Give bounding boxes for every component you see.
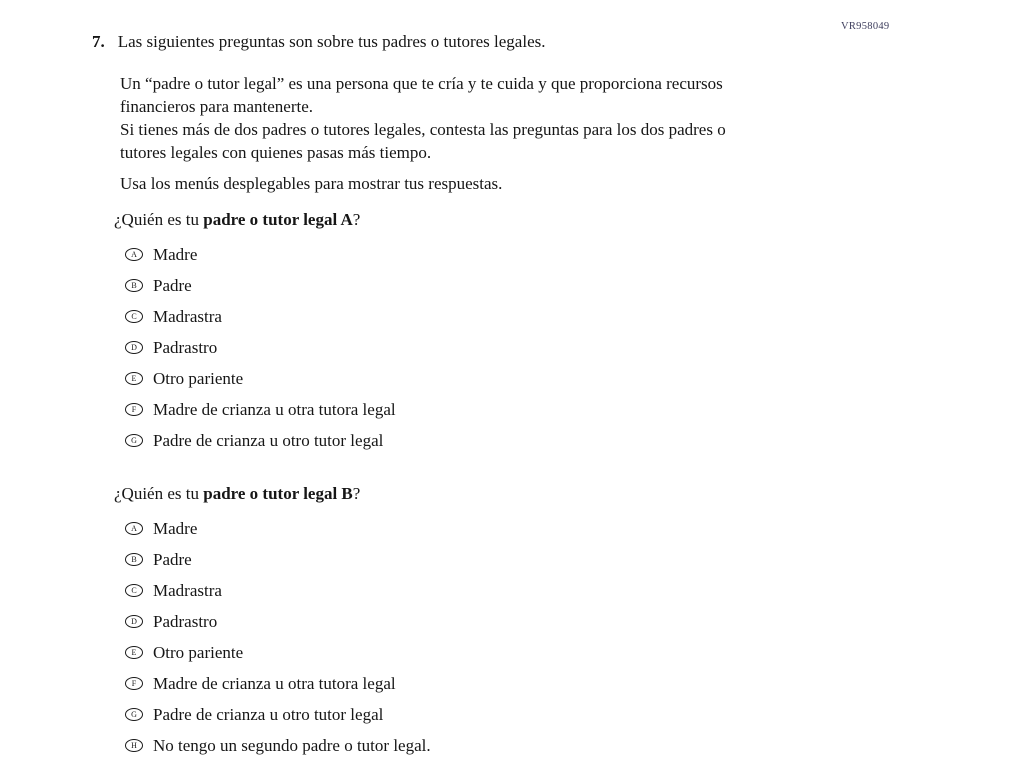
- option-otro-pariente[interactable]: [125, 641, 1032, 664]
- option-label: Madrastra: [153, 581, 222, 600]
- option-madrastra[interactable]: [125, 579, 1032, 602]
- form-code: VR958049: [841, 21, 890, 32]
- answer-bubble-icon: C: [125, 310, 143, 323]
- option-padre[interactable]: [125, 274, 1032, 297]
- answer-bubble-icon: D: [125, 341, 143, 354]
- answer-bubble-icon: G: [125, 708, 143, 721]
- option-otro-pariente[interactable]: [125, 367, 1032, 390]
- body-line: Si tienes más de dos padres o tutores legales, contesta las preguntas para los dos padres o: [120, 120, 726, 139]
- option-label: Madre: [153, 519, 198, 538]
- option-label: Otro pariente: [153, 643, 244, 662]
- prompt-bold: padre o tutor legal B: [203, 484, 353, 503]
- body-line: Un “padre o tutor legal” es una persona que te cría y te cuida y que proporciona recursos: [120, 74, 723, 93]
- question-intro-text: Las siguientes preguntas son sobre tus padres o tutores legales.: [117, 32, 546, 51]
- option-madre[interactable]: [125, 243, 1032, 266]
- options-list-b: [120, 517, 1032, 757]
- answer-bubble-icon: F: [125, 677, 143, 690]
- option-label: Madrastra: [153, 307, 222, 326]
- option-label: Padre: [153, 276, 192, 295]
- option-label: No tengo un segundo padre o tutor legal.: [153, 736, 431, 755]
- prompt-bold: padre o tutor legal A: [203, 210, 353, 229]
- option-padrastro[interactable]: [125, 610, 1032, 633]
- option-no-segundo-padre[interactable]: [125, 734, 1032, 757]
- prompt-suffix: ?: [352, 484, 361, 503]
- answer-bubble-icon: A: [125, 522, 143, 535]
- option-madre[interactable]: [125, 517, 1032, 540]
- body-line: financieros para mantenerte.: [120, 97, 314, 116]
- options-list-a: [120, 243, 1032, 452]
- option-label: Madre de crianza u otra tutora legal: [153, 400, 396, 419]
- option-label: Otro pariente: [153, 369, 244, 388]
- answer-bubble-icon: C: [125, 584, 143, 597]
- option-padrastro[interactable]: [125, 336, 1032, 359]
- option-madre-de-crianza[interactable]: [125, 398, 1032, 421]
- answer-bubble-icon: F: [125, 403, 143, 416]
- option-label: Padrastro: [153, 612, 218, 631]
- definition-paragraph: [120, 72, 820, 164]
- option-label: Madre: [153, 245, 198, 264]
- answer-bubble-icon: G: [125, 434, 143, 447]
- option-label: Padre: [153, 550, 192, 569]
- dropdown-instruction: Usa los menús desplegables para mostrar tus respuestas.: [120, 174, 503, 193]
- answer-bubble-icon: B: [125, 279, 143, 292]
- option-madrastra[interactable]: [125, 305, 1032, 328]
- answer-bubble-icon: D: [125, 615, 143, 628]
- option-label: Padre de crianza u otro tutor legal: [153, 431, 384, 450]
- option-padre[interactable]: [125, 548, 1032, 571]
- question-number: 7.: [92, 32, 105, 51]
- option-label: Padrastro: [153, 338, 218, 357]
- subquestion-b-prompt: [114, 482, 1032, 505]
- body-line: tutores legales con quienes pasas más tiempo.: [120, 143, 432, 162]
- option-label: Madre de crianza u otra tutora legal: [153, 674, 396, 693]
- prompt-prefix: ¿Quién es tu: [114, 210, 204, 229]
- option-label: Padre de crianza u otro tutor legal: [153, 705, 384, 724]
- answer-bubble-icon: B: [125, 553, 143, 566]
- option-padre-de-crianza[interactable]: [125, 703, 1032, 726]
- prompt-suffix: ?: [352, 210, 361, 229]
- answer-bubble-icon: A: [125, 248, 143, 261]
- answer-bubble-icon: E: [125, 646, 143, 659]
- subquestion-a-prompt: [114, 208, 1032, 231]
- question-7-header: [92, 30, 1032, 53]
- option-madre-de-crianza[interactable]: [125, 672, 1032, 695]
- answer-bubble-icon: E: [125, 372, 143, 385]
- prompt-prefix: ¿Quién es tu: [114, 484, 204, 503]
- option-padre-de-crianza[interactable]: [125, 429, 1032, 452]
- answer-bubble-icon: H: [125, 739, 143, 752]
